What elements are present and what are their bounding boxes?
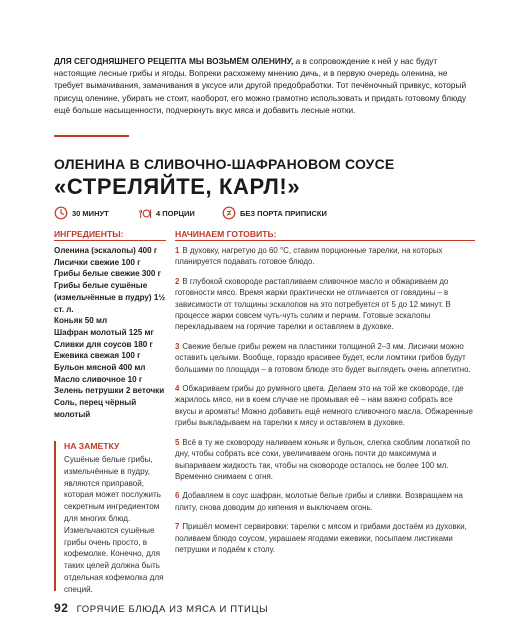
note-box — [54, 441, 166, 594]
recipe-title: «СТРЕЛЯЙТЕ, КАРЛ!» — [54, 174, 301, 199]
ingredients-heading: ИНГРЕДИЕНТЫ: — [54, 229, 124, 239]
intro-paragraph — [54, 55, 472, 116]
meta-registration-label: БЕЗ ПОРТА ПРИПИСКИ — [240, 208, 327, 218]
note-text: Сушёные белые грибы, измельчённые в пудру, являются приправой, которая может послужить секретным ингредиентом для многих блюд. Измельчаются сушёные грибы очень просто, в кофемолке. Конечно, для таких целей должна быть отдельная кофемолка для специй. — [64, 455, 164, 594]
step-number: 2 — [175, 276, 180, 286]
ingredient-item: Ежевика свежая 100 г — [54, 351, 141, 361]
meta-registration — [222, 205, 327, 221]
portions-icon — [138, 206, 152, 220]
ingredient-item: Лисички свежие 100 г — [54, 257, 141, 267]
ingredient-item: Грибы белые сушёные (измельчённые в пудру) 1½ ст. л. — [54, 281, 166, 314]
intro-text: а в сопровождение к ней у нас будут настоящие лесные грибы и ягоды. Вопреки расхожему мнению дичь, и в первую очередь оленина, не требует вымачивания, замачивания в уксусе или другой предобработки. Тот печёночный привкус, который присущ оленине, убирать не стоит, наоборот, его можно грамотно использовать и придать готовому блюду ещё больше насыщенности, подчеркнуть вкус мяса и добавить лесные нотки. — [54, 56, 467, 115]
step-text: В глубокой сковороде растапливаем сливочное масло и обжариваем до готовности мясо. Время жарки практически не отличается от говядины – в зависимости от толщины эскалопов на это потребуется от 5 до 12 минут. В процессе жарки совсем чуть-чуть солим и перчим. Готовые эскалопы перекладываем на горячие тарелки и оставляем в духовке. — [175, 276, 451, 332]
step-text: Пришёл момент сервировки: тарелки с мясом и грибами достаём из духовки, поливаем блюдо соусом, украшаем ягодами ежевики, посыпаем листиками петрушки и подаём к столу. — [175, 522, 467, 554]
ingredient-item: Оленина (эскалопы) 400 г — [54, 246, 158, 255]
ingredient-item: Шафран молотый 125 мг — [54, 327, 154, 337]
step-number: 6 — [175, 491, 180, 501]
step-number: 5 — [175, 437, 180, 447]
step-text: Свежие белые грибы режем на пластинки толщиной 2–3 мм. Лисички можно оставить целыми. Вообще, гораздо красивее будет, если ломтики грибов будут большими по площади – в готовом блюде это будет выглядеть очень аппетитно. — [175, 341, 471, 374]
ingredient-item: Зелень петрушки 2 веточки — [54, 386, 165, 396]
step-text: В духовку, нагретую до 60 °С, ставим порционные тарелки, на которых планируется подавать готовое блюдо. — [175, 246, 443, 267]
step-item — [175, 276, 475, 333]
step-number: 4 — [175, 384, 180, 394]
meta-time — [54, 205, 109, 221]
step-number: 3 — [175, 341, 180, 351]
ingredients-rule — [54, 240, 166, 241]
step-text: Добавляем в соус шафран, молотые белые грибы и сливки. Возвращаем на плиту, снова доводим до кипения и выключаем огонь. — [175, 491, 463, 512]
step-number: 7 — [175, 522, 180, 532]
steps-list — [175, 245, 475, 563]
step-item — [175, 383, 475, 429]
step-item — [175, 490, 475, 513]
steps-heading: НАЧИНАЕМ ГОТОВИТЬ: — [175, 229, 277, 239]
step-text: Всё в ту же сковороду наливаем коньяк и бульон, слегка скоблим лопаткой по дну, чтобы собрать все соки, увеличиваем огонь почти до максимума и выпариваем жидкость так, чтобы на сковороде осталось не более 100 мл. Временно снимаем с огня. — [175, 437, 471, 481]
meta-portions — [138, 205, 195, 221]
step-item — [175, 521, 475, 555]
ingredients-list — [54, 245, 166, 421]
step-item — [175, 437, 475, 483]
clock-icon — [54, 206, 68, 220]
ingredient-item: Сливки для соусов 180 г — [54, 339, 153, 349]
meta-portions-label: 4 ПОРЦИИ — [156, 208, 195, 218]
ingredient-item: Бульон мясной 400 мл — [54, 363, 146, 373]
step-number: 1 — [175, 246, 180, 255]
page-footer — [54, 601, 268, 615]
steps-rule — [175, 240, 475, 241]
step-text: Обжариваем грибы до румяного цвета. Делаем это на той же сковороде, где жарилось мясо, ни в коем случае не промывая её – нам важно собрать все вкусы и ароматы! Можно добавить ещё немного сливочного масла. Обжаренные грибы выкладываем на тарелки к мясу и оставляем в духовке. — [175, 384, 473, 428]
note-heading: НА ЗАМЕТКУ — [64, 441, 120, 451]
no-port-icon — [222, 206, 236, 220]
recipe-subtitle: ОЛЕНИНА В СЛИВОЧНО-ШАФРАНОВОМ СОУСЕ — [54, 156, 395, 172]
ingredient-item: Масло сливочное 10 г — [54, 374, 143, 384]
ingredient-item: Коньяк 50 мл — [54, 316, 108, 326]
intro-lead: ДЛЯ СЕГОДНЯШНЕГО РЕЦЕПТА МЫ ВОЗЬМЁМ ОЛЕНИНУ, — [54, 56, 294, 66]
step-item — [175, 245, 475, 268]
step-item — [175, 341, 475, 375]
page-number: 92 — [54, 601, 69, 615]
meta-time-label: 30 МИНУТ — [72, 208, 109, 218]
section-divider — [54, 135, 129, 137]
section-name: ГОРЯЧИЕ БЛЮДА ИЗ МЯСА И ПТИЦЫ — [76, 604, 269, 615]
ingredient-item: Соль, перец чёрный молотый — [54, 398, 137, 419]
ingredient-item: Грибы белые свежие 300 г — [54, 269, 162, 279]
